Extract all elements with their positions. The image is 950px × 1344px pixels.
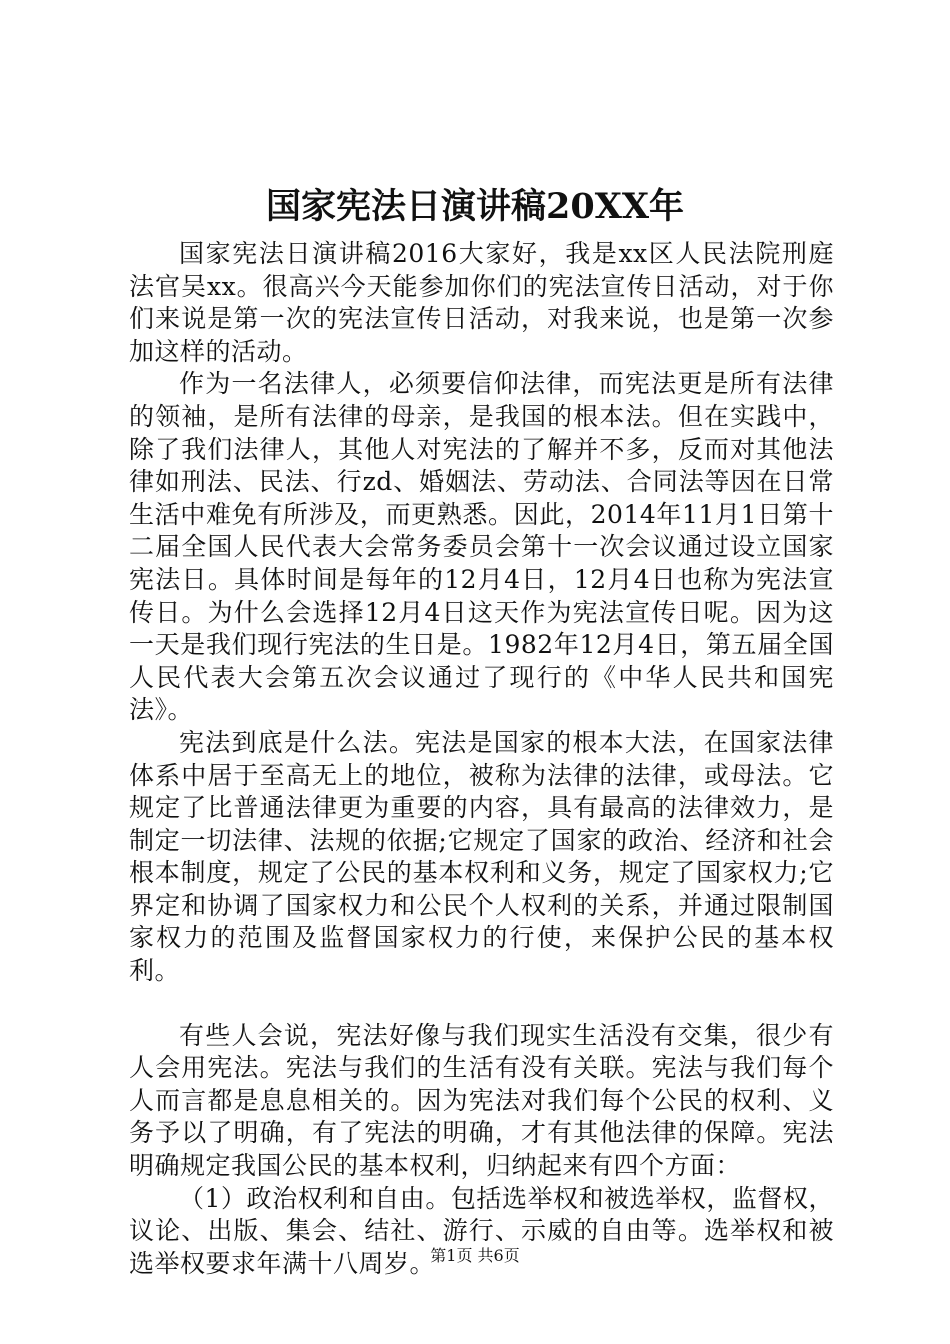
paragraph-constitution-and-life: 有些人会说，宪法好像与我们现实生活没有交集，很少有人会用宪法。宪法与我们的生活有没有关联。宪法与我们每个人而言都是息息相关的。因为宪法对我们每个公民的权利、义务予以了明确，有了宪法的明确，才有其他法律的保障。宪法明确规定我国公民的基本权利，归纳起来有四个方面： xyxy=(129,1020,834,1181)
paragraph-constitution-day: 作为一名法律人，必须要信仰法律，而宪法更是所有法律的领袖，是所有法律的母亲，是我国的根本法。但在实践中，除了我们法律人，其他人对宪法的了解并不多，反而对其他法律如刑法、民法、行zd、婚姻法、劳动法、合同法等因在日常生活中难免有所涉及，而更熟悉。因此，2014年11月1日第十二届全国人民代表大会常务委员会第十一次会议通过设立国家宪法日。具体时间是每年的12月4日，12月4日也称为宪法宣传日。为什么会选择12月4日这天作为宪法宣传日呢。因为这一天是我们现行宪法的生日是。1982年12月4日，第五届全国人民代表大会第五次会议通过了现行的《中华人民共和国宪法》。 xyxy=(129,369,834,725)
document-title: 国家宪法日演讲稿20XX年 xyxy=(265,186,685,227)
document-body xyxy=(129,238,834,1280)
paragraph-what-is-constitution: 宪法到底是什么法。宪法是国家的根本大法，在国家法律体系中居于至高无上的地位，被称为法律的法律，或母法。它规定了比普通法律更为重要的内容，具有最高的法律效力，是制定一切法律、法规的依据;它规定了国家的政治、经济和社会根本制度，规定了公民的基本权利和义务，规定了国家权力;它界定和协调了国家权力和公民个人权利的关系，并通过限制国家权力的范围及监督国家权力的行使，来保护公民的基本权利。 xyxy=(129,727,834,986)
paragraph-spacer xyxy=(129,988,834,1020)
paragraph-intro: 国家宪法日演讲稿2016大家好，我是xx区人民法院刑庭法官吴xx。很高兴今天能参加你们的宪法宣传日活动，对于你们来说是第一次的宪法宣传日活动，对我来说，也是第一次参加这样的活动。 xyxy=(129,239,834,366)
page-number-footer: 第1页 共6页 xyxy=(430,1246,520,1265)
paragraph-political-rights: （1）政治权利和自由。包括选举权和被选举权，监督权，议论、出版、集会、结社、游行、示威的自由等。选举权和被选举权要求年满十八周岁。 xyxy=(129,1183,834,1278)
